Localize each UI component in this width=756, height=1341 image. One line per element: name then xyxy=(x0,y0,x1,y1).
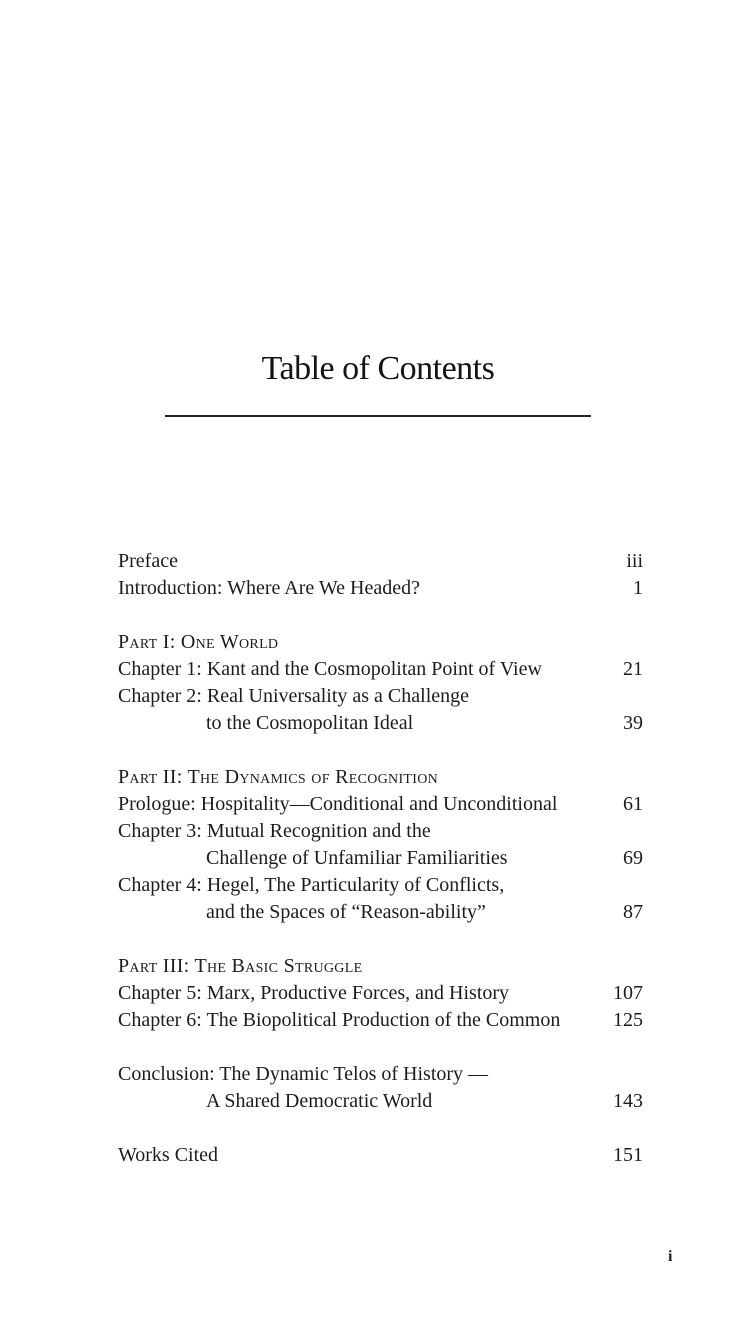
toc-page-number: 143 xyxy=(613,1090,643,1112)
toc-page-number: iii xyxy=(626,550,643,572)
toc-row xyxy=(118,575,643,602)
toc-entry-label: Chapter 1: Kant and the Cosmopolitan Point of View xyxy=(118,658,542,680)
title-divider-rule xyxy=(165,415,591,417)
toc-row xyxy=(118,980,643,1007)
toc-part-heading xyxy=(118,953,643,980)
toc-entry-label: Preface xyxy=(118,550,178,572)
toc-page-number: 21 xyxy=(623,658,643,680)
toc-page-number: 125 xyxy=(613,1009,643,1031)
toc-entry-label: to the Cosmopolitan Ideal xyxy=(206,712,414,734)
toc-part-heading xyxy=(118,629,643,656)
toc-entry-label: Introduction: Where Are We Headed? xyxy=(118,577,420,599)
toc-row xyxy=(118,1088,643,1115)
toc-part-heading xyxy=(118,764,643,791)
toc-row xyxy=(118,548,643,575)
toc-row xyxy=(118,791,643,818)
toc-row xyxy=(118,818,643,845)
toc-page-number: 87 xyxy=(623,901,643,923)
toc-entry-label: Chapter 3: Mutual Recognition and the xyxy=(118,820,431,842)
toc-row xyxy=(118,1061,643,1088)
toc-entry-label: Prologue: Hospitality—Conditional and Unconditional xyxy=(118,793,558,815)
footer-page-number: i xyxy=(668,1248,673,1265)
toc-entry-label: Works Cited xyxy=(118,1144,219,1166)
page-title: Table of Contents xyxy=(261,350,495,387)
toc-row xyxy=(118,656,643,683)
toc-entry-label: Challenge of Unfamiliar Familiarities xyxy=(206,847,508,869)
toc-page-number: 151 xyxy=(613,1144,643,1166)
toc-entry-label: Part I: One World xyxy=(118,631,279,653)
toc-entry-label: Part II: The Dynamics of Recognition xyxy=(118,766,439,788)
toc-entry-label: Chapter 6: The Biopolitical Production of the Common xyxy=(118,1009,561,1031)
toc-page-number: 1 xyxy=(633,577,643,599)
toc-list xyxy=(118,548,643,1169)
toc-page-number: 107 xyxy=(613,982,643,1004)
toc-entry-label: A Shared Democratic World xyxy=(206,1090,433,1112)
toc-page-number: 69 xyxy=(623,847,643,869)
toc-entry-label: Chapter 2: Real Universality as a Challenge xyxy=(118,685,470,707)
toc-entry-label: Conclusion: The Dynamic Telos of History — xyxy=(118,1063,489,1085)
toc-row xyxy=(118,1142,643,1169)
toc-page-number: 39 xyxy=(623,712,643,734)
toc-row xyxy=(118,899,643,926)
toc-row xyxy=(118,683,643,710)
toc-entry-label: Chapter 5: Marx, Productive Forces, and History xyxy=(118,982,510,1004)
toc-row xyxy=(118,1007,643,1034)
toc-entry-label: Part III: The Basic Struggle xyxy=(118,955,363,977)
toc-row xyxy=(118,710,643,737)
toc-row xyxy=(118,845,643,872)
toc-entry-label: Chapter 4: Hegel, The Particularity of Conflicts, xyxy=(118,874,505,896)
toc-row xyxy=(118,872,643,899)
toc-page-number: 61 xyxy=(623,793,643,815)
toc-entry-label: and the Spaces of “Reason-ability” xyxy=(206,901,486,923)
